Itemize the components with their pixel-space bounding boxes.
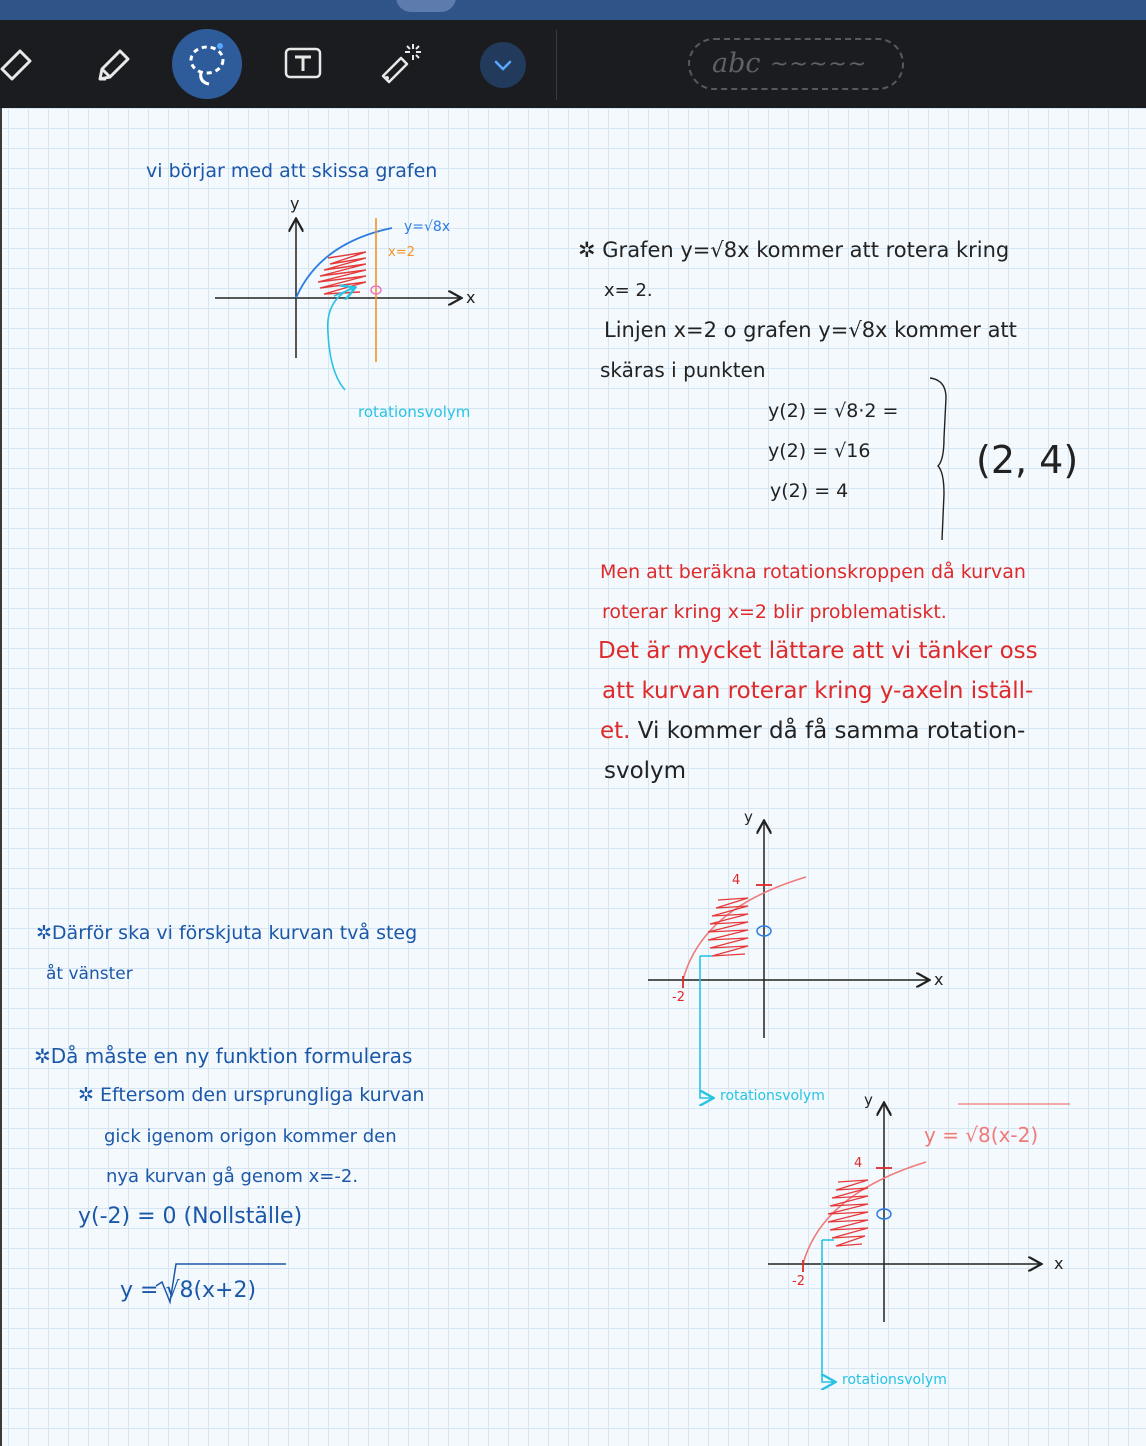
left-formula: y = √8(x+2) bbox=[120, 1278, 257, 1303]
sketch1-title: vi börjar med att skissa grafen bbox=[146, 160, 438, 182]
right-eq2: y(2) = √16 bbox=[768, 440, 871, 462]
handwriting-placeholder: abc bbox=[712, 48, 761, 79]
dark-line6: svolym bbox=[604, 758, 687, 784]
sketch1-curve-label: y=√8x bbox=[404, 219, 451, 235]
text-icon[interactable] bbox=[268, 29, 338, 99]
highlighter-icon[interactable] bbox=[76, 29, 146, 99]
red-line2: roterar kring x=2 blir problematiskt. bbox=[602, 601, 947, 623]
left-line1: ✲Därför ska vi förskjuta kurvan två steg bbox=[36, 922, 418, 944]
left-line4: ✲ Eftersom den ursprungliga kurvan bbox=[78, 1084, 425, 1106]
graph3-curve-label: y = √8(x-2) bbox=[924, 1123, 1039, 1147]
sketch1-volume-label: rotationsvolym bbox=[358, 403, 471, 421]
mixed-line5: et. Vi kommer då få samma rotation- bbox=[600, 718, 1026, 744]
left-line2: åt vänster bbox=[46, 964, 133, 984]
app-top-bar bbox=[0, 0, 1146, 20]
ink-layer bbox=[0, 108, 1146, 1446]
graph2-volume-pointer bbox=[700, 956, 712, 1098]
window-drag-handle[interactable] bbox=[396, 0, 456, 12]
chevron-down-icon[interactable] bbox=[480, 42, 526, 88]
red-line4: att kurvan roterar kring y-axeln iställ- bbox=[602, 678, 1034, 704]
graph2-y-label: y bbox=[744, 808, 753, 826]
handwriting-input[interactable] bbox=[688, 38, 904, 90]
red-line1: Men att beräkna rotationskroppen då kurvan bbox=[600, 561, 1026, 583]
right-line1: ✲ Grafen y=√8x kommer att rotera kring bbox=[578, 238, 1010, 262]
right-line2: x= 2. bbox=[604, 280, 653, 301]
right-line3: Linjen x=2 o grafen y=√8x kommer att bbox=[604, 318, 1017, 342]
graph2-x-tick: -2 bbox=[672, 990, 685, 1005]
right-line4: skäras i punkten bbox=[600, 358, 766, 382]
graph2-y-tick: 4 bbox=[732, 873, 741, 888]
sketch1-curve bbox=[296, 228, 392, 298]
left-line7: y(-2) = 0 (Nollställe) bbox=[78, 1204, 303, 1229]
graph3-volume-pointer bbox=[822, 1240, 834, 1382]
right-eq1: y(2) = √8·2 = bbox=[768, 400, 899, 422]
graph2-curve bbox=[683, 877, 806, 980]
sketch1-graph bbox=[215, 218, 460, 390]
notebook-page[interactable] bbox=[0, 108, 1146, 1446]
graph2 bbox=[648, 822, 928, 1098]
handwriting-squiggle: ~~~~~ bbox=[770, 52, 868, 77]
graph3-y-tick: 4 bbox=[854, 1156, 863, 1171]
sketch1-rotation-arc bbox=[328, 288, 352, 390]
sketch1-line-label: x=2 bbox=[388, 245, 415, 260]
laser-pointer-icon[interactable] bbox=[364, 29, 434, 99]
intersection-point: (2, 4) bbox=[976, 438, 1079, 482]
equation-brace bbox=[930, 378, 946, 540]
graph3-x-tick: -2 bbox=[792, 1274, 805, 1289]
drawing-toolbar bbox=[0, 20, 1146, 108]
toolbar-divider bbox=[556, 30, 557, 100]
red-line3: Det är mycket lättare att vi tänker oss bbox=[598, 638, 1038, 664]
right-eq3: y(2) = 4 bbox=[770, 480, 849, 502]
graph3-hatch bbox=[828, 1180, 868, 1246]
left-line5: gick igenom origon kommer den bbox=[104, 1126, 397, 1147]
sketch1-y-label: y bbox=[290, 194, 300, 213]
sketch1-x-label: x bbox=[466, 288, 476, 307]
eraser-icon[interactable] bbox=[0, 29, 50, 99]
graph3-x-label: x bbox=[1054, 1254, 1064, 1273]
left-line6: nya kurvan gå genom x=-2. bbox=[106, 1166, 359, 1187]
graph2-volume-label: rotationsvolym bbox=[720, 1088, 825, 1104]
lasso-icon[interactable] bbox=[172, 29, 242, 99]
graph3-y-label: y bbox=[864, 1091, 873, 1109]
graph3-volume-label: rotationsvolym bbox=[842, 1372, 947, 1388]
left-line3: ✲Då måste en ny funktion formuleras bbox=[34, 1044, 413, 1068]
graph2-x-label: x bbox=[934, 970, 944, 989]
